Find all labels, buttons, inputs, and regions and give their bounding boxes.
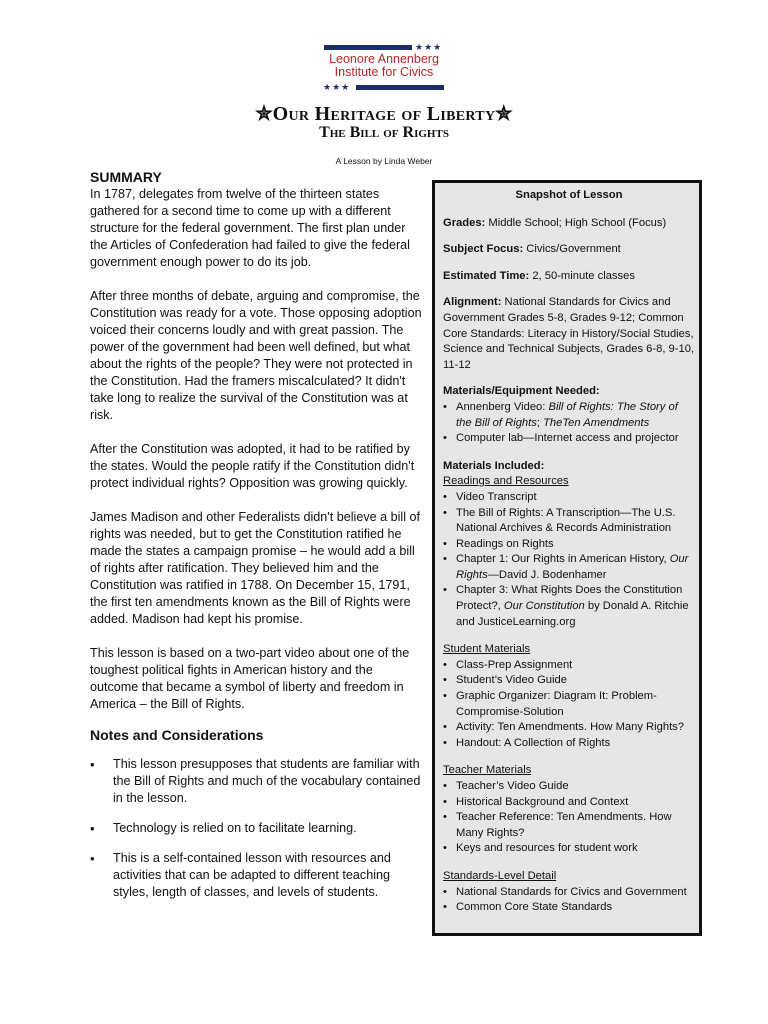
logo-stars-bottom: ★★★ (323, 82, 351, 92)
bullet-icon: • (443, 795, 447, 808)
annenberg-logo (322, 44, 446, 92)
summary-paragraph-4: James Madison and other Federalists didn't believe a bill of rights was needed, but to get the Constitution ratified he made the states a campaign promise – he would add a bill of rights after ratification. They believed him and the Constitution was ratified in 1788. On December 15, 1791, the first ten amendments known as the Bill of Rights were added. Madison had kept his promise. (90, 510, 421, 626)
list-item: • Graphic Organizer: Diagram It: Problem-Compromise-Solution (443, 690, 657, 718)
notes-item: • This lesson presupposes that students are familiar with the Bill of Rights and much of the vocabulary contained in the lesson. (90, 757, 421, 805)
equipment-list (443, 400, 695, 447)
list-item: • Historical Background and Context (443, 795, 695, 811)
bullet-icon: • (443, 506, 447, 519)
student-heading: Student Materials (443, 643, 531, 656)
bullet-icon: • (443, 690, 447, 703)
summary-paragraph-5: This lesson is based on a two-part video about one of the toughest political fights in American history and the outcome that became a symbol of liberty and freedom in America – the Bill of Rights. (90, 646, 410, 711)
teacher-list (443, 779, 695, 857)
list-item: • Student’s Video Guide (443, 673, 695, 689)
left-column (90, 168, 422, 914)
summary-paragraph-1: In 1787, delegates from twelve of the thirteen states gathered for a second time to come up with a different structure for the federal government. The first plan under the Articles of Confederation had failed to give the federal government enough power to do its job. (90, 187, 410, 269)
standards-list (443, 885, 695, 916)
bullet-icon: • (443, 721, 447, 734)
standards-heading: Standards-Level Detail (443, 869, 557, 882)
bullet-icon: • (443, 537, 447, 550)
list-item: • Common Core State Standards (443, 900, 695, 916)
bullet-icon: • (443, 490, 447, 503)
list-item: • Readings on Rights (443, 537, 695, 553)
list-item: • National Standards for Civics and Government (443, 885, 695, 901)
time-row: Estimated Time: 2, 50-minute classes (443, 269, 635, 282)
teacher-heading: Teacher Materials (443, 764, 532, 777)
list-item: • Computer lab—Internet access and projector (443, 431, 695, 447)
bullet-icon: • (443, 811, 447, 824)
bullet-icon: • (443, 842, 447, 855)
list-item: • Chapter 3: What Rights Does the Constitution Protect?, Our Constitution by Donald A. Ritchie and JusticeLearning.org (443, 584, 689, 628)
page-subtitle: The Bill of Rights (319, 124, 449, 141)
notes-heading: Notes and Considerations (90, 727, 264, 743)
list-item: • Class-Prep Assignment (443, 658, 695, 674)
notes-item: • Technology is relied on to facilitate learning. (90, 821, 357, 836)
summary-paragraph-2: After three months of debate, arguing and compromise, the Constitution was ready for a vote. Those opposing adoption voiced their concerns loudly and with great passion. The power of the government had been well defined, but what about the rights of the people? They were not protected in the Constitution. Had the framers miscalculated? It didn't take long to realize the survival of the Constitution was at risk. (90, 289, 422, 422)
summary-heading: SUMMARY (90, 169, 162, 185)
bullet-icon: • (443, 901, 447, 914)
summary-paragraph-3: After the Constitution was adopted, it had to be ratified by the states. Would the people ratify if the Constitution didn't protect individual rights? Opposition was growing quickly. (90, 442, 415, 490)
bullet-icon: • (90, 851, 95, 866)
student-list (443, 658, 695, 752)
page-title: ✮Our Heritage of Liberty✮ (255, 103, 513, 125)
logo-bar-top (324, 45, 412, 50)
list-item: • Annenberg Video: Bill of Rights: The Story of the Bill of Rights; TheTen Amendments (443, 400, 678, 429)
bullet-icon: • (443, 736, 447, 749)
snapshot-heading: Snapshot of Lesson (515, 189, 623, 201)
equipment-heading: Materials/Equipment Needed: (443, 385, 600, 398)
snapshot-box (432, 180, 702, 936)
notes-list (90, 756, 422, 901)
subject-row: Subject Focus: Civics/Government (443, 243, 621, 256)
bullet-icon: • (443, 674, 447, 687)
bullet-icon: • (443, 658, 447, 671)
list-item: • Handout: A Collection of Rights (443, 736, 695, 752)
bullet-icon: • (443, 780, 447, 792)
list-item: • The Bill of Rights: A Transcription—The U.S. National Archives & Records Administration (443, 506, 676, 535)
alignment-row: Alignment: National Standards for Civics and Government Grades 5-8, Grades 9-12; Common Core Standards: Literacy in History/Social Studies, Science and Technical Subjects, Grades 6-8, 9-10, 11-12 (443, 296, 695, 371)
included-heading: Materials Included: (443, 459, 545, 472)
bullet-icon: • (443, 432, 447, 445)
bullet-icon: • (443, 553, 447, 566)
list-item: • Activity: Ten Amendments. How Many Rights? (443, 720, 695, 736)
list-item: • Teacher Reference: Ten Amendments. How Many Rights? (443, 811, 672, 839)
bullet-icon: • (443, 400, 447, 413)
logo-line-1: Leonore Annenberg (329, 52, 439, 66)
list-item: • Keys and resources for student work (443, 841, 695, 857)
list-item: • Video Transcript (443, 490, 695, 506)
bullet-icon: • (90, 821, 95, 836)
list-item: • Teacher’s Video Guide (443, 779, 695, 795)
byline: A Lesson by Linda Weber (335, 156, 433, 166)
logo-bar-bottom (356, 85, 444, 90)
notes-item: • This is a self-contained lesson with resources and activities that can be adapted to different teaching styles, length of classes, and levels of students. (90, 851, 391, 899)
bullet-icon: • (443, 885, 447, 898)
readings-list (443, 490, 695, 630)
logo-line-2: Institute for Civics (334, 65, 434, 79)
bullet-icon: • (90, 757, 95, 772)
logo-stars-top: ★★★ (415, 42, 443, 52)
grades-row: Grades: Middle School; High School (Focus) (443, 216, 667, 229)
bullet-icon: • (443, 584, 447, 597)
readings-heading: Readings and Resources (443, 475, 569, 488)
list-item: • Chapter 1: Our Rights in American History, Our Rights—David J. Bodenhamer (443, 553, 689, 581)
